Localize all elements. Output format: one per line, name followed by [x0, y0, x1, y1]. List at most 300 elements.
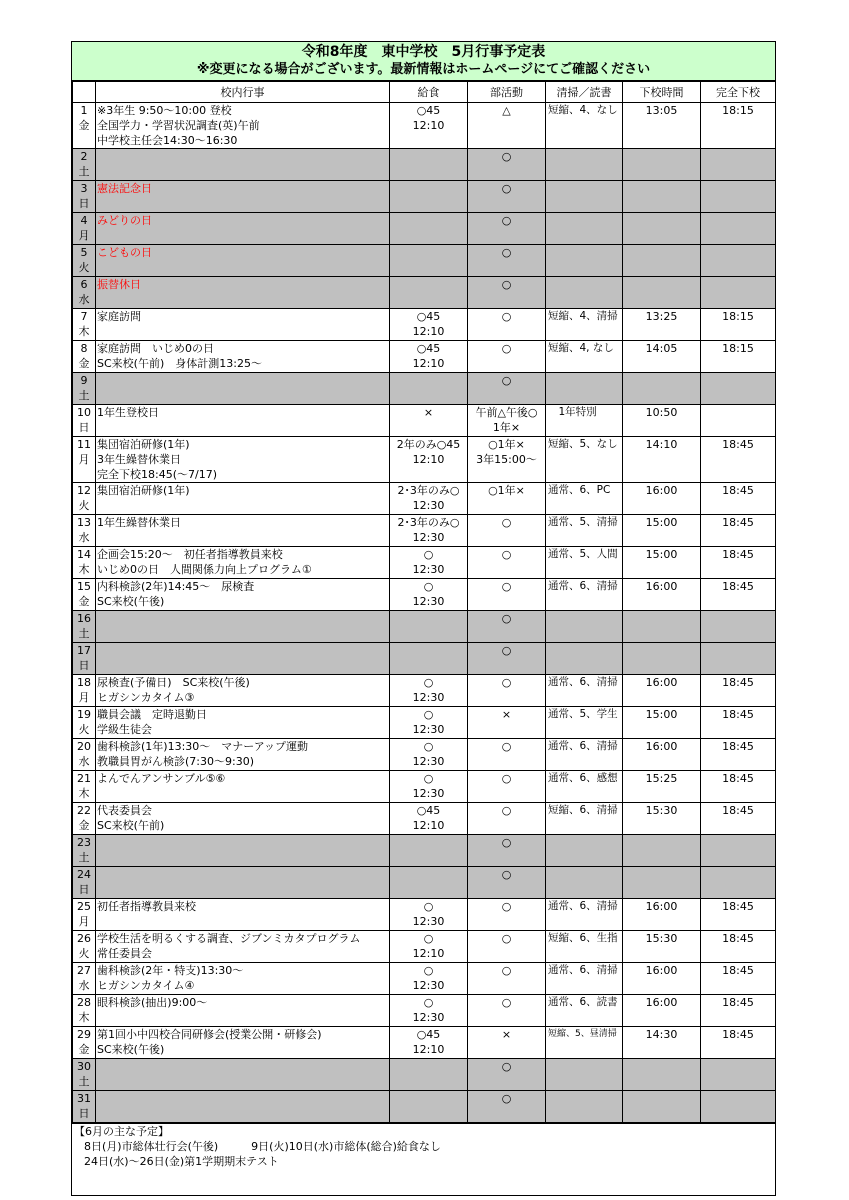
final-dismissal-cell: 18:45	[701, 675, 776, 707]
club-value: ○	[501, 612, 512, 625]
club-value: △	[502, 104, 511, 117]
lunch-value: ○	[423, 964, 434, 977]
lunch-value: 12:30	[412, 531, 445, 544]
date-number: 7	[80, 310, 88, 323]
club-cell	[468, 437, 546, 483]
date-number: 2	[80, 150, 88, 163]
schedule-row	[73, 277, 776, 309]
event-line: 家庭訪問 いじめ0の日	[97, 342, 214, 355]
lunch-value: ○	[423, 676, 434, 689]
dismissal-cell	[623, 373, 701, 405]
club-value: ○	[501, 644, 512, 657]
schedule-row	[73, 213, 776, 245]
day-cell	[73, 707, 96, 739]
dismissal-cell	[623, 643, 701, 675]
lunch-value: ○45	[416, 1028, 441, 1041]
events-cell	[96, 675, 390, 707]
club-value: ○	[501, 996, 512, 1009]
lunch-value: ○45	[416, 342, 441, 355]
dismissal-cell	[623, 867, 701, 899]
final-dismissal-cell: 18:45	[701, 483, 776, 515]
lunch-cell	[390, 739, 468, 771]
events-cell	[96, 739, 390, 771]
cleaning-cell: 短縮、6、生指	[546, 931, 623, 963]
club-cell	[468, 181, 546, 213]
events-cell	[96, 931, 390, 963]
dismissal-cell: 13:25	[623, 309, 701, 341]
event-line: 企画会15:20〜 初任者指導教員来校	[97, 548, 283, 561]
lunch-cell	[390, 245, 468, 277]
event-line: 学級生徒会	[97, 723, 152, 736]
lunch-value: 12:10	[412, 819, 445, 832]
final-dismissal-cell: 18:45	[701, 963, 776, 995]
dismissal-cell	[623, 611, 701, 643]
cleaning-cell: 短縮、4、なし	[546, 103, 623, 149]
lunch-cell	[390, 1027, 468, 1059]
cleaning-cell	[546, 611, 623, 643]
day-cell	[73, 579, 96, 611]
date-number: 29	[77, 1028, 91, 1041]
header-events: 校内行事	[96, 82, 390, 103]
title-block	[72, 42, 775, 81]
club-value: ○	[501, 676, 512, 689]
dismissal-cell: 14:05	[623, 341, 701, 373]
events-cell	[96, 579, 390, 611]
final-dismissal-cell	[701, 181, 776, 213]
events-cell	[96, 213, 390, 245]
header-club: 部活動	[468, 82, 546, 103]
club-value: ○	[501, 548, 512, 561]
club-cell	[468, 611, 546, 643]
event-line: 中学校主任会14:30〜16:30	[97, 134, 238, 147]
event-line: 初任者指導教員来校	[97, 900, 196, 913]
schedule-row	[73, 931, 776, 963]
header-lunch: 給食	[390, 82, 468, 103]
cleaning-cell: 通常、6、清掃	[546, 963, 623, 995]
lunch-cell	[390, 707, 468, 739]
day-cell	[73, 1091, 96, 1123]
lunch-cell	[390, 547, 468, 579]
lunch-cell	[390, 867, 468, 899]
final-dismissal-cell: 18:45	[701, 707, 776, 739]
dismissal-cell: 16:00	[623, 739, 701, 771]
date-number: 4	[80, 214, 88, 227]
lunch-cell	[390, 899, 468, 931]
day-cell	[73, 835, 96, 867]
date-number: 5	[80, 246, 88, 259]
event-line: 第1回小中四校合同研修会(授業公開・研修会)	[97, 1028, 322, 1041]
event-line: 常任委員会	[97, 947, 152, 960]
date-number: 21	[77, 772, 91, 785]
dismissal-cell: 15:30	[623, 803, 701, 835]
dismissal-cell	[623, 245, 701, 277]
schedule-row	[73, 515, 776, 547]
lunch-value: 2･3年のみ○	[397, 516, 460, 529]
event-line: 完全下校18:45(〜7/17)	[97, 468, 217, 481]
holiday-label: 憲法記念日	[97, 182, 152, 195]
schedule-row	[73, 373, 776, 405]
date-number: 13	[77, 516, 91, 529]
event-line: 歯科検診(2年・特支)13:30〜	[97, 964, 244, 977]
events-cell	[96, 963, 390, 995]
day-of-week: 水	[78, 531, 90, 544]
lunch-value: 12:30	[412, 979, 445, 992]
event-line: 尿検査(予備日) SC来校(午後)	[97, 676, 250, 689]
club-value: ○	[501, 836, 512, 849]
schedule-row	[73, 835, 776, 867]
lunch-cell	[390, 309, 468, 341]
day-of-week: 日	[78, 883, 90, 896]
lunch-cell	[390, 437, 468, 483]
events-cell	[96, 867, 390, 899]
dismissal-cell: 13:05	[623, 103, 701, 149]
event-line: ※3年生 9:50〜10:00 登校	[97, 104, 232, 117]
lunch-cell	[390, 515, 468, 547]
final-dismissal-cell	[701, 405, 776, 437]
club-value: ×	[501, 1028, 512, 1041]
day-of-week: 火	[78, 947, 90, 960]
date-number: 1	[80, 104, 88, 117]
day-cell	[73, 899, 96, 931]
lunch-value: 2年のみ○45	[396, 438, 461, 451]
schedule-row	[73, 405, 776, 437]
day-of-week: 水	[78, 979, 90, 992]
club-value: ○	[501, 740, 512, 753]
day-of-week: 火	[78, 499, 90, 512]
event-line: 歯科検診(1年)13:30〜 マナーアップ運動	[97, 740, 308, 753]
final-dismissal-cell	[701, 643, 776, 675]
cleaning-cell	[546, 245, 623, 277]
lunch-cell	[390, 483, 468, 515]
date-number: 25	[77, 900, 91, 913]
day-cell	[73, 405, 96, 437]
event-line: 職員会議 定時退勤日	[97, 708, 207, 721]
cleaning-cell	[546, 277, 623, 309]
events-cell	[96, 373, 390, 405]
holiday-label: 振替休日	[97, 278, 141, 291]
dismissal-cell	[623, 149, 701, 181]
event-line: 全国学力・学習状況調査(英)午前	[97, 119, 260, 132]
header-date	[73, 82, 96, 103]
club-cell	[468, 277, 546, 309]
lunch-cell	[390, 611, 468, 643]
schedule-row	[73, 995, 776, 1027]
final-dismissal-cell: 18:45	[701, 547, 776, 579]
lunch-cell	[390, 213, 468, 245]
day-cell	[73, 803, 96, 835]
lunch-cell	[390, 341, 468, 373]
date-number: 24	[77, 868, 91, 881]
date-number: 8	[80, 342, 88, 355]
club-value: ○	[501, 246, 512, 259]
cleaning-cell: 短縮、4、清掃	[546, 309, 623, 341]
holiday-label: こどもの日	[97, 246, 152, 259]
day-cell	[73, 995, 96, 1027]
day-of-week: 火	[78, 261, 90, 274]
final-dismissal-cell	[701, 1091, 776, 1123]
date-number: 31	[77, 1092, 91, 1105]
final-dismissal-cell	[701, 277, 776, 309]
event-line: ヒガシンカタイム④	[97, 979, 195, 992]
day-cell	[73, 309, 96, 341]
day-cell	[73, 867, 96, 899]
schedule-row	[73, 899, 776, 931]
day-of-week: 月	[78, 691, 90, 704]
day-of-week: 火	[78, 723, 90, 736]
lunch-cell	[390, 1091, 468, 1123]
event-line: 1年生繰替休業日	[97, 516, 181, 529]
schedule-sheet	[71, 41, 776, 1196]
dismissal-cell: 16:00	[623, 579, 701, 611]
events-cell	[96, 1059, 390, 1091]
club-cell	[468, 483, 546, 515]
cleaning-cell: 通常、5、清掃	[546, 515, 623, 547]
holiday-label: みどりの日	[97, 214, 152, 227]
event-line: よんでんアンサンブル⑤⑥	[97, 772, 226, 785]
cleaning-cell	[546, 1091, 623, 1123]
day-of-week: 木	[78, 325, 90, 338]
events-cell	[96, 181, 390, 213]
lunch-value: ○	[423, 708, 434, 721]
date-number: 10	[77, 406, 91, 419]
lunch-value: ○45	[416, 310, 441, 323]
club-value: ○	[501, 214, 512, 227]
header-row	[73, 82, 776, 103]
club-cell	[468, 771, 546, 803]
dismissal-cell: 10:50	[623, 405, 701, 437]
day-of-week: 金	[78, 1043, 90, 1056]
events-cell	[96, 103, 390, 149]
dismissal-cell	[623, 835, 701, 867]
events-cell	[96, 341, 390, 373]
club-value: ×	[501, 708, 512, 721]
schedule-row	[73, 675, 776, 707]
date-number: 30	[77, 1060, 91, 1073]
lunch-cell	[390, 405, 468, 437]
footer-notes	[72, 1123, 775, 1195]
dismissal-cell: 16:00	[623, 675, 701, 707]
lunch-cell	[390, 181, 468, 213]
club-value: ○	[501, 1060, 512, 1073]
events-cell	[96, 771, 390, 803]
cleaning-cell: 通常、6、清掃	[546, 579, 623, 611]
lunch-cell	[390, 931, 468, 963]
day-cell	[73, 149, 96, 181]
event-line: 3年生繰替休業日	[97, 453, 181, 466]
club-value: ○	[501, 150, 512, 163]
date-number: 6	[80, 278, 88, 291]
day-cell	[73, 483, 96, 515]
schedule-row	[73, 739, 776, 771]
dismissal-cell: 16:00	[623, 899, 701, 931]
schedule-row	[73, 437, 776, 483]
club-value: ○	[501, 182, 512, 195]
lunch-value: ○	[423, 740, 434, 753]
schedule-row	[73, 1091, 776, 1123]
lunch-value: 12:30	[412, 787, 445, 800]
final-dismissal-cell: 18:45	[701, 515, 776, 547]
schedule-row	[73, 309, 776, 341]
lunch-cell	[390, 963, 468, 995]
events-cell	[96, 643, 390, 675]
date-number: 15	[77, 580, 91, 593]
club-value: 1年×	[492, 421, 521, 434]
footer-line: 24日(水)〜26日(金)第1学期期末テスト	[84, 1155, 279, 1168]
dismissal-cell: 15:00	[623, 707, 701, 739]
day-cell	[73, 739, 96, 771]
events-cell	[96, 437, 390, 483]
day-of-week: 木	[78, 1011, 90, 1024]
final-dismissal-cell: 18:45	[701, 771, 776, 803]
final-dismissal-cell: 18:45	[701, 995, 776, 1027]
lunch-value: 12:10	[412, 325, 445, 338]
final-dismissal-cell	[701, 867, 776, 899]
final-dismissal-cell: 18:45	[701, 1027, 776, 1059]
day-cell	[73, 213, 96, 245]
day-cell	[73, 277, 96, 309]
dismissal-cell: 15:30	[623, 931, 701, 963]
cleaning-cell: 通常、6、清掃	[546, 675, 623, 707]
cleaning-cell	[546, 835, 623, 867]
final-dismissal-cell: 18:15	[701, 103, 776, 149]
day-cell	[73, 547, 96, 579]
day-of-week: 土	[78, 389, 90, 402]
event-line: 家庭訪問	[97, 310, 141, 323]
events-cell	[96, 803, 390, 835]
schedule-table	[72, 81, 776, 1123]
dismissal-cell	[623, 1091, 701, 1123]
header-dismissal: 下校時間	[623, 82, 701, 103]
event-line: 眼科検診(抽出)9:00〜	[97, 996, 208, 1009]
club-cell	[468, 931, 546, 963]
lunch-cell	[390, 579, 468, 611]
lunch-value: ○	[423, 932, 434, 945]
date-number: 23	[77, 836, 91, 849]
date-number: 26	[77, 932, 91, 945]
date-number: 3	[80, 182, 88, 195]
event-line: SC来校(午前) 身体計測13:25〜	[97, 357, 262, 370]
club-cell	[468, 739, 546, 771]
date-number: 28	[77, 996, 91, 1009]
club-value: ○1年×	[488, 438, 525, 451]
events-cell	[96, 835, 390, 867]
final-dismissal-cell	[701, 149, 776, 181]
day-of-week: 金	[78, 595, 90, 608]
lunch-value: 12:10	[412, 453, 445, 466]
events-cell	[96, 405, 390, 437]
final-dismissal-cell	[701, 373, 776, 405]
event-line: 学校生活を明るくする調査、ジブンミカタプログラム	[97, 932, 361, 945]
day-of-week: 土	[78, 165, 90, 178]
club-cell	[468, 643, 546, 675]
club-cell	[468, 803, 546, 835]
lunch-value: 12:30	[412, 1011, 445, 1024]
page-title: 令和8年度 東中学校 5月行事予定表	[301, 44, 546, 60]
events-cell	[96, 277, 390, 309]
final-dismissal-cell: 18:45	[701, 803, 776, 835]
lunch-value: ○45	[416, 804, 441, 817]
events-cell	[96, 515, 390, 547]
final-dismissal-cell: 18:45	[701, 899, 776, 931]
date-number: 19	[77, 708, 91, 721]
lunch-value: 12:30	[412, 915, 445, 928]
header-final-dismissal: 完全下校	[701, 82, 776, 103]
cleaning-cell	[546, 643, 623, 675]
club-cell	[468, 1027, 546, 1059]
date-number: 9	[80, 374, 88, 387]
cleaning-cell: 通常、6、読書	[546, 995, 623, 1027]
cleaning-cell: 1年特別	[546, 405, 623, 437]
day-cell	[73, 771, 96, 803]
header-cleaning: 清掃／読書	[546, 82, 623, 103]
schedule-row	[73, 611, 776, 643]
day-of-week: 日	[78, 1107, 90, 1120]
club-cell	[468, 149, 546, 181]
lunch-value: 12:10	[412, 947, 445, 960]
schedule-row	[73, 341, 776, 373]
footer-line: 8日(月)市総体壮行会(午後) 9日(火)10日(水)市総体(総合)給食なし	[84, 1140, 441, 1153]
cleaning-cell	[546, 149, 623, 181]
final-dismissal-cell: 18:45	[701, 739, 776, 771]
schedule-row	[73, 547, 776, 579]
dismissal-cell: 15:00	[623, 515, 701, 547]
lunch-cell	[390, 149, 468, 181]
club-value: ○	[501, 278, 512, 291]
cleaning-cell: 短縮、4, なし	[546, 341, 623, 373]
club-cell	[468, 373, 546, 405]
lunch-value: 12:30	[412, 723, 445, 736]
cleaning-cell: 通常、5、学生	[546, 707, 623, 739]
lunch-value: ○	[423, 580, 434, 593]
dismissal-cell: 15:00	[623, 547, 701, 579]
lunch-cell	[390, 643, 468, 675]
schedule-row	[73, 579, 776, 611]
club-value: ○	[501, 932, 512, 945]
final-dismissal-cell	[701, 213, 776, 245]
club-cell	[468, 213, 546, 245]
cleaning-cell	[546, 373, 623, 405]
date-number: 17	[77, 644, 91, 657]
day-cell	[73, 103, 96, 149]
day-of-week: 金	[78, 119, 90, 132]
club-value: ○	[501, 900, 512, 913]
club-cell	[468, 515, 546, 547]
club-cell	[468, 963, 546, 995]
final-dismissal-cell: 18:45	[701, 579, 776, 611]
footer-heading: 【6月の主な予定】	[74, 1125, 169, 1138]
lunch-cell	[390, 277, 468, 309]
day-of-week: 日	[78, 659, 90, 672]
notice-text: ※変更になる場合がございます。最新情報はホームページにてご確認ください	[196, 62, 651, 77]
lunch-value: ○	[423, 548, 434, 561]
dismissal-cell: 14:30	[623, 1027, 701, 1059]
events-cell	[96, 309, 390, 341]
date-number: 27	[77, 964, 91, 977]
club-value: ○	[501, 868, 512, 881]
final-dismissal-cell: 18:45	[701, 437, 776, 483]
dismissal-cell	[623, 213, 701, 245]
day-of-week: 土	[78, 1075, 90, 1088]
lunch-cell	[390, 771, 468, 803]
day-of-week: 月	[78, 915, 90, 928]
date-number: 20	[77, 740, 91, 753]
club-value: ○	[501, 580, 512, 593]
club-value: ○	[501, 804, 512, 817]
schedule-row	[73, 867, 776, 899]
cleaning-cell: 短縮、6、清掃	[546, 803, 623, 835]
event-line: 集団宿泊研修(1年)	[97, 484, 190, 497]
events-cell	[96, 547, 390, 579]
